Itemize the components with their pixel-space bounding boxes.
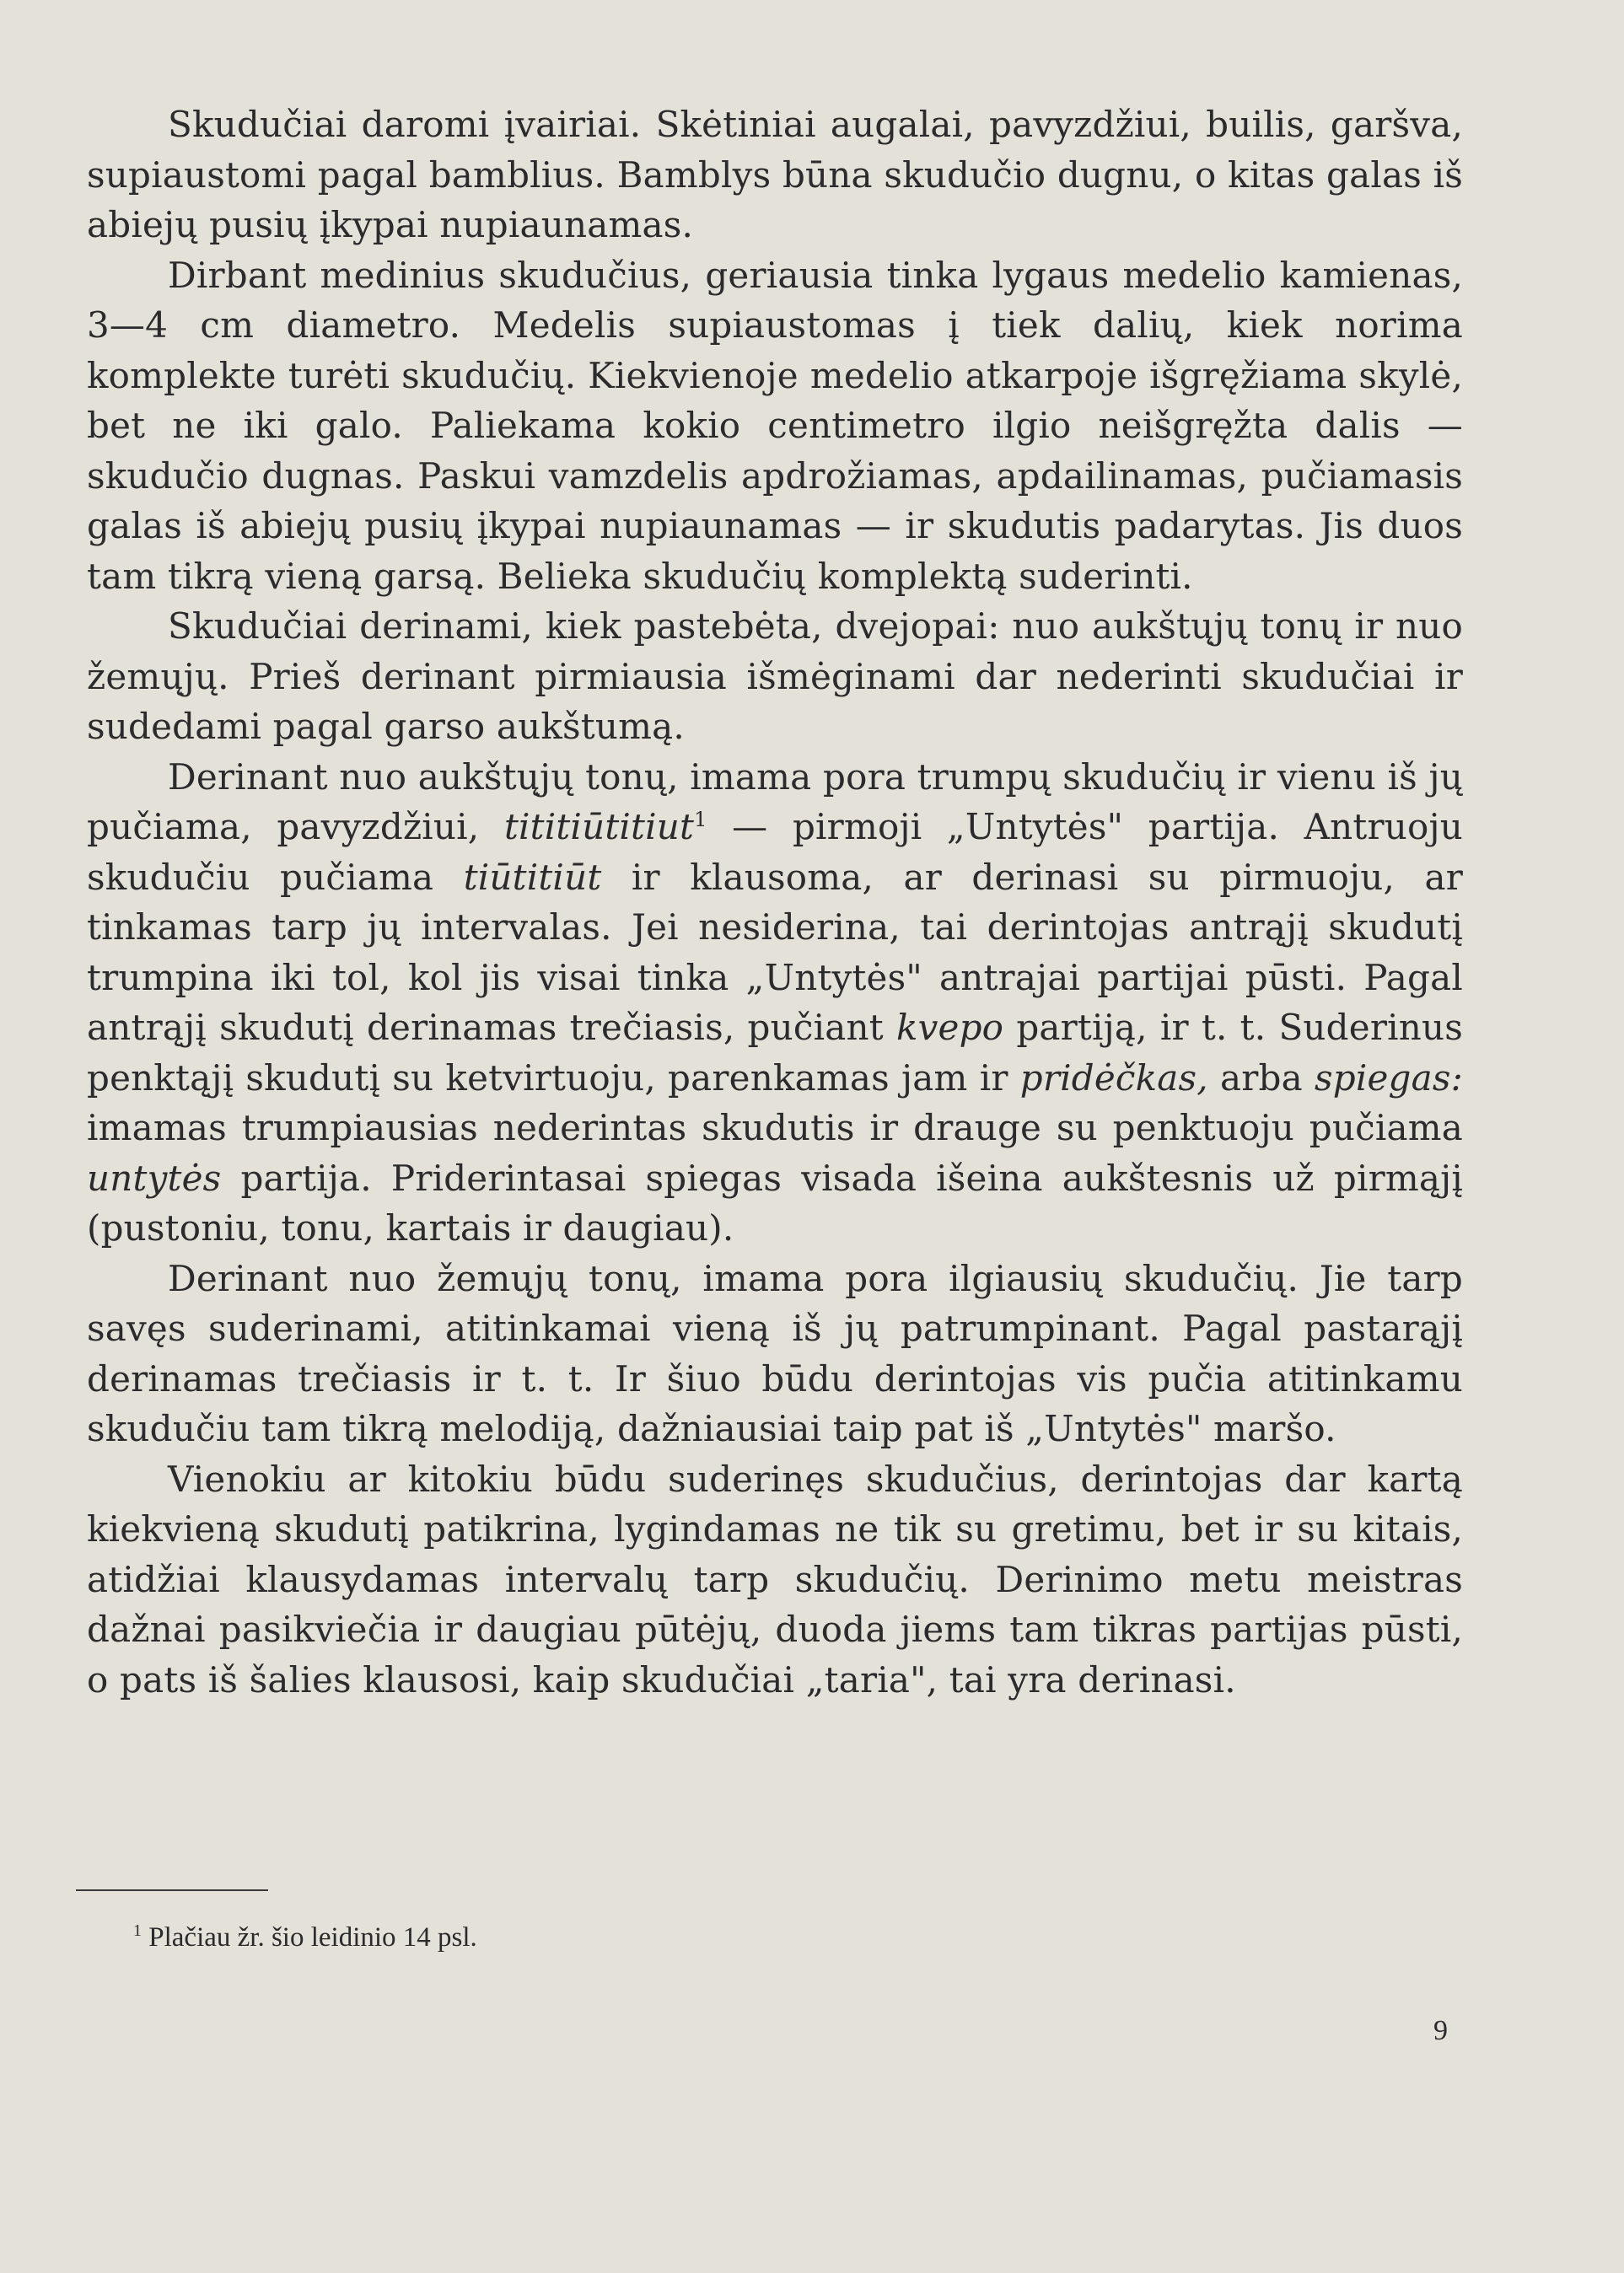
text-run: Vienokiu ar kitokiu būdu suderinęs skudučius, derintojas dar kartą kiekvieną skudutį patikrina, lygindamas ne tik su gretimu, bet ir su kitais, atidžiai klausydamas intervalų tarp skudučių. Derinimo metu meistras dažnai pasikviečia ir daugiau pūtėjų, duoda jiems tam tikras partijas pūsti, o pats iš šalies klausosi, kaip skudučiai „taria", tai yra derinasi.: [87, 1458, 1463, 1701]
italic-term: pridėčkas,: [1019, 1056, 1208, 1099]
text-run: Skudučiai daromi įvairiai. Skėtiniai augalai, pavyzdžiui, builis, garšva, supiaustomi pagal bamblius. Bamblys būna skudučio dugnu, o kitas galas iš abiejų pusių įkypai nupiaunamas.: [87, 104, 1463, 245]
italic-term: tiūtitiūt: [463, 856, 602, 898]
italic-term: spiegas:: [1315, 1056, 1463, 1099]
text-run: Dirbant medinius skudučius, geriausia tinka lygaus medelio kamienas, 3—4 cm diametro. Medelis supiaustomas į tiek dalių, kiek norima komplekte turėti skudučių. Kiekvienoje medelio atkarpoje išgręžiama skylė, bet ne iki galo. Paliekama kokio centimetro ilgio neišgręžta dalis — skudučio dugnas. Paskui vamzdelis apdrožiamas, apdailinamas, pučiamasis galas iš abiejų pusių įkypai nupiaunamas — ir skudutis padarytas. Jis duos tam tikrą vieną garsą. Belieka skudučių komplektą suderinti.: [87, 254, 1463, 597]
footnote-separator: [76, 1889, 268, 1891]
paragraph: [87, 99, 1463, 250]
footnote-text: Plačiau žr. šio leidinio 14 psl.: [148, 1922, 477, 1953]
footnote-marker: 1: [133, 1921, 142, 1940]
paragraph: [87, 601, 1463, 752]
footnote: [133, 1921, 477, 1954]
page-number: 9: [1433, 2015, 1448, 2046]
text-run: — pirmoji „Untytės" partija. Antruoju skudučiu pučiama: [87, 806, 1463, 898]
text-run: Derinant nuo žemųjų tonų, imama pora ilgiausių skudučių. Jie tarp savęs suderinami, atitinkamai vieną iš jų patrumpinant. Pagal pastarąjį derinamas trečiasis ir t. t. Ir šiuo būdu derintojas vis pučia atitinkamu skudučiu tam tikrą melodiją, dažniausiai taip pat iš „Untytės" maršo.: [87, 1257, 1463, 1449]
paragraph: [87, 250, 1463, 602]
text-run: imamas trumpiausias nederintas skudutis ir drauge su penktuoju pučiama: [87, 1107, 1463, 1148]
text-run: ir klausoma, ar derinasi su pirmuoju, ar tinkamas tarp jų intervalas. Jei nesiderina, tai derintojas antrąjį skudutį trumpina iki tol, kol jis visai tinka „Untytės" antrajai partijai pūsti. Pagal antrąjį skudutį derinamas trečiasis, pučiant: [87, 856, 1463, 1048]
paragraph: [87, 752, 1463, 1254]
text-run: Skudučiai derinami, kiek pastebėta, dvejopai: nuo aukštųjų tonų ir nuo žemųjų. Prieš derinant pirmiausia išmėginami dar nederinti skudučiai ir sudedami pagal garso aukštumą.: [87, 605, 1463, 747]
footnote-reference: 1: [694, 808, 707, 831]
text-run: Derinant nuo aukštųjų tonų, imama pora trumpų skudučių ir vienu iš jų pučiama, pavyzdžiui,: [87, 755, 1463, 847]
body-text: [87, 99, 1463, 1705]
paragraph: [87, 1454, 1463, 1706]
paragraph: [87, 1254, 1463, 1454]
italic-term: tititiūtitiut: [503, 806, 695, 847]
text-run: arba: [1207, 1056, 1315, 1099]
italic-term: untytės: [87, 1157, 222, 1199]
text-run: partija. Priderintasai spiegas visada išeina aukštesnis už pirmąjį (pustoniu, tonu, kartais ir daugiau).: [87, 1157, 1463, 1249]
italic-term: kvepo: [895, 1007, 1004, 1048]
text-run: partiją, ir t. t. Suderinus penktąjį skudutį su ketvirtuoju, parenkamas jam ir: [87, 1007, 1463, 1099]
